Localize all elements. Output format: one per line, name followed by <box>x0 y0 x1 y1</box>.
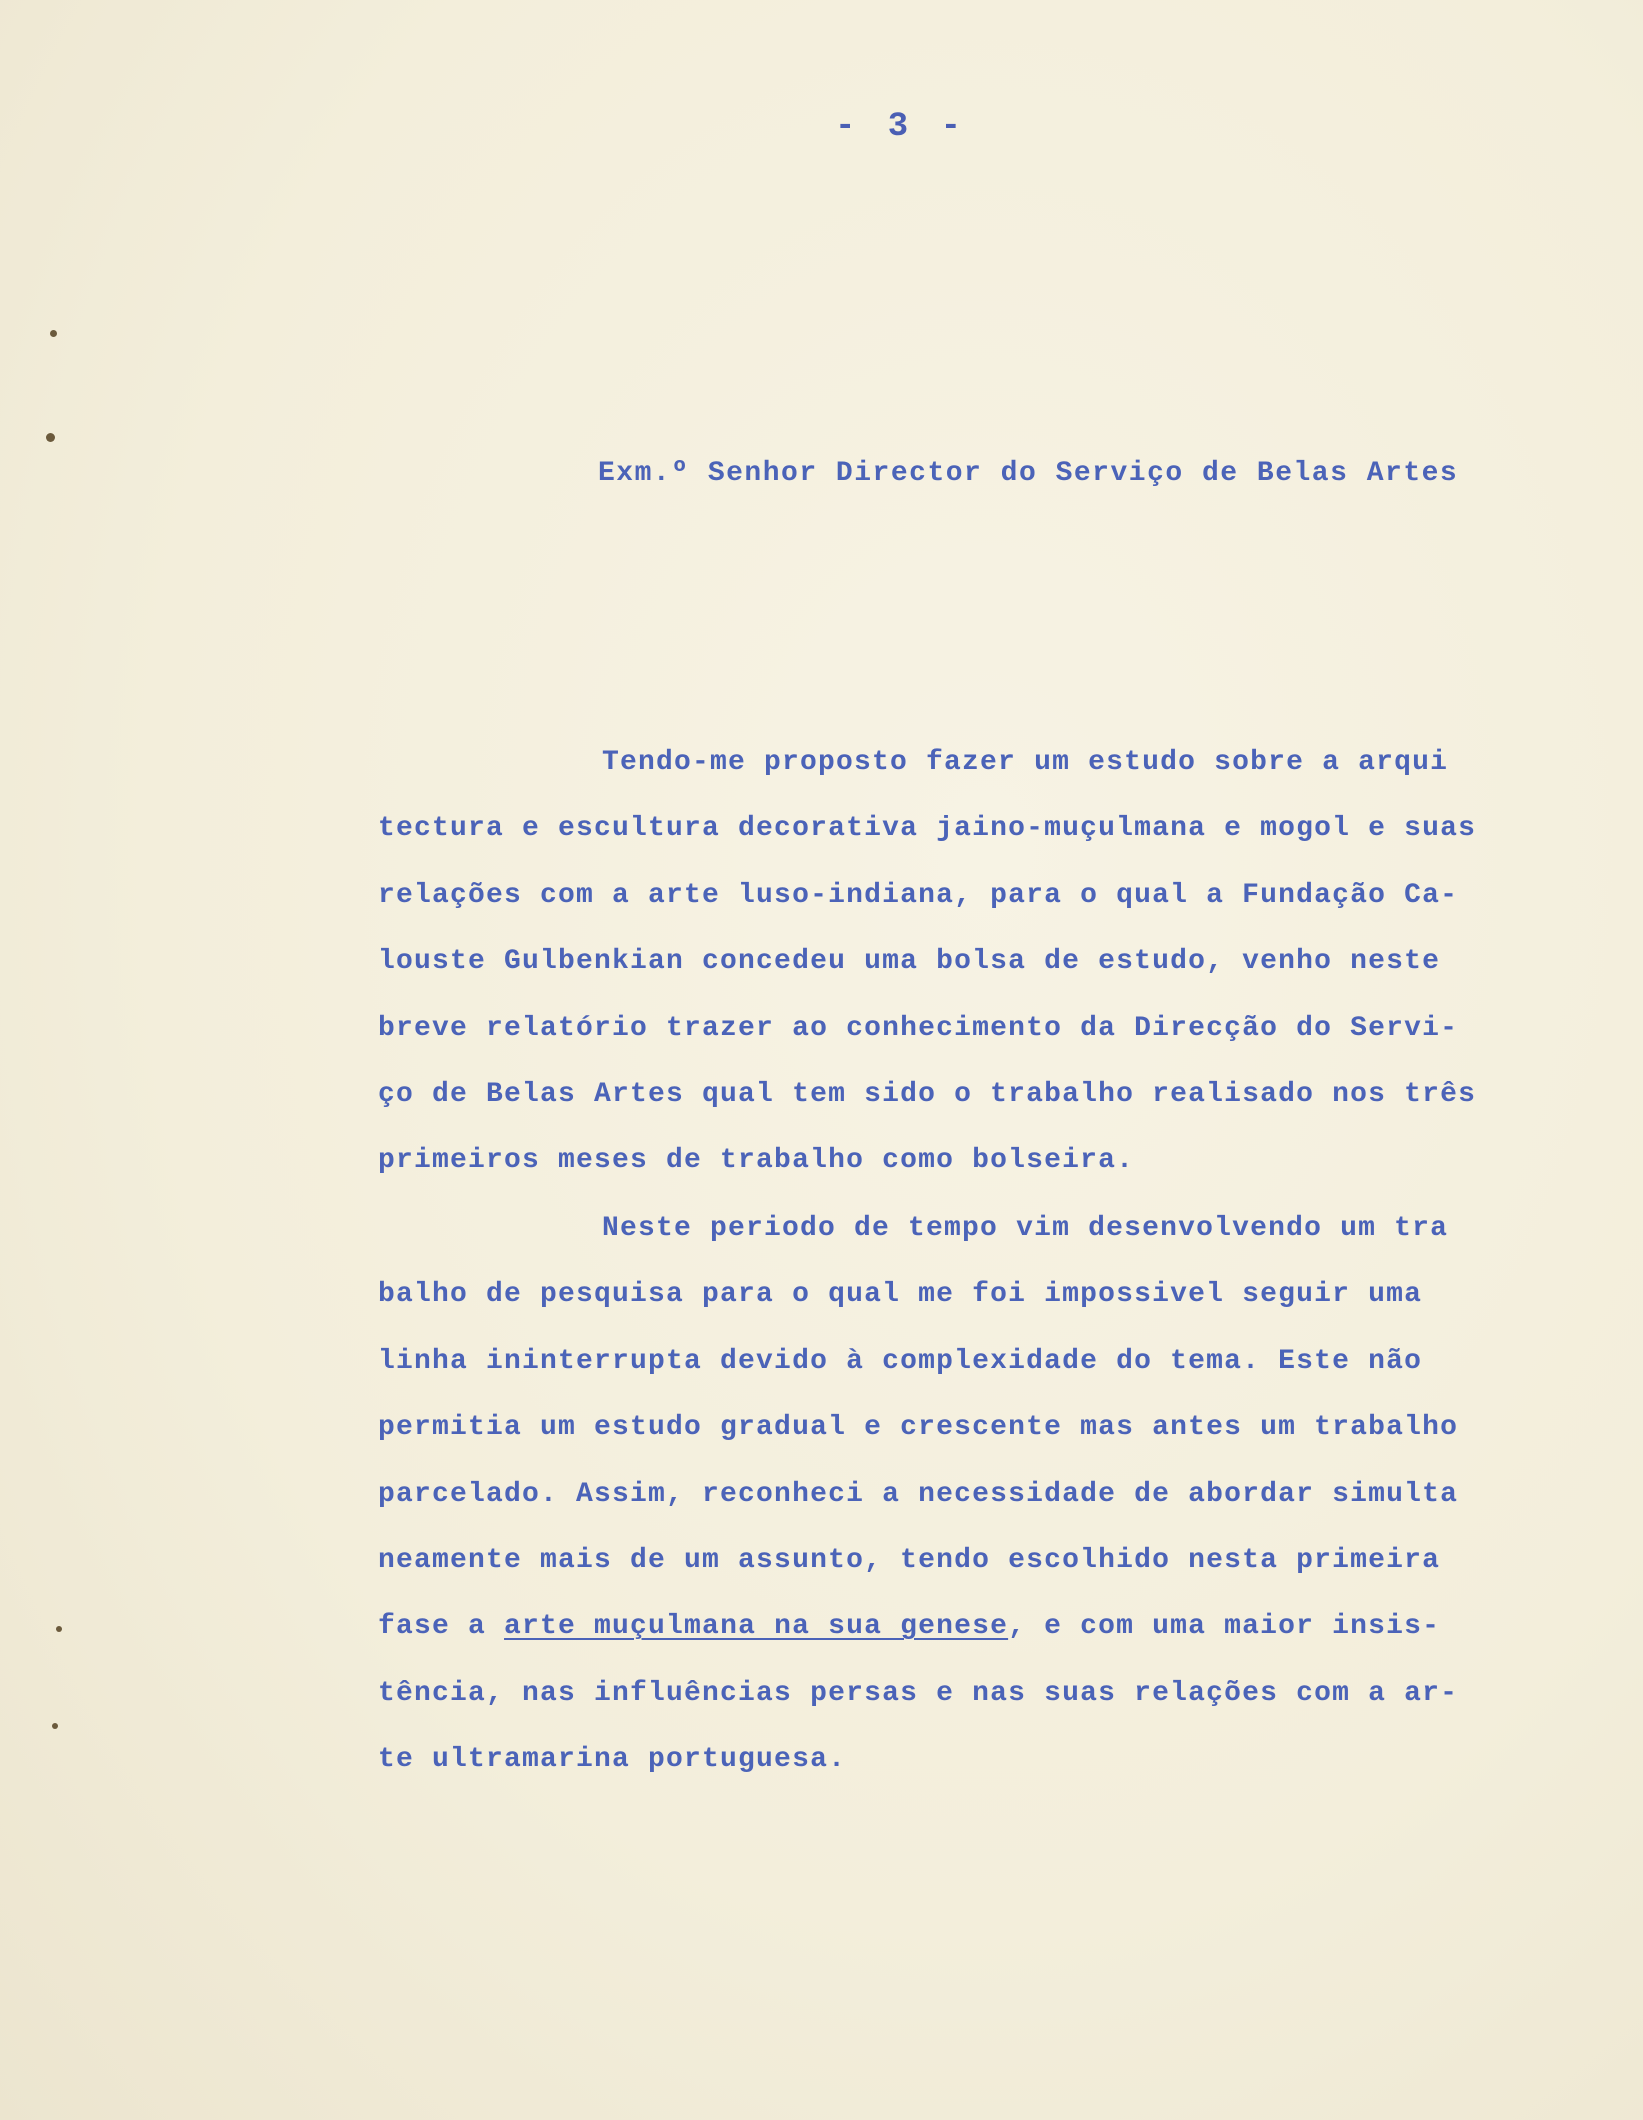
paragraph-line: te ultramarina portuguesa. <box>378 1744 847 1776</box>
line-text: , e com uma maior insis- <box>1008 1611 1441 1643</box>
paragraph-2 <box>378 1196 1459 1794</box>
paragraph-line: Neste periodo de tempo vim desenvolvendo um tra <box>602 1213 1449 1244</box>
paragraph-line: Tendo-me proposto fazer um estudo sobre a arqui <box>602 747 1449 778</box>
salutation: Exm.º Senhor Director do Serviço de Belas Artes <box>598 458 1459 489</box>
paragraph-line: linha ininterrupta devido à complexidade do tema. Este não <box>378 1345 1423 1377</box>
paragraph-line: neamente mais de um assunto, tendo escolhido nesta primeira <box>378 1544 1441 1576</box>
paragraph-line: ço de Belas Artes qual tem sido o trabalho realisado nos três <box>378 1078 1477 1110</box>
paragraph-line: parcelado. Assim, reconheci a necessidade de abordar simulta <box>378 1478 1459 1510</box>
paragraph-line: louste Gulbenkian concedeu uma bolsa de estudo, venho neste <box>378 946 1441 978</box>
paragraph-line: permitia um estudo gradual e crescente mas antes um trabalho <box>378 1412 1459 1444</box>
paragraph-line: primeiros meses de trabalho como bolseira. <box>378 1145 1135 1177</box>
underlined-phrase: arte muçulmana na sua genese <box>504 1611 1009 1643</box>
paragraph-1 <box>378 730 1477 1195</box>
paragraph-line: tectura e escultura decorativa jaino-muçulmana e mogol e suas <box>378 813 1477 845</box>
paragraph-line: breve relatório trazer ao conhecimento da Direcção do Servi- <box>378 1012 1459 1044</box>
paragraph-line: balho de pesquisa para o qual me foi impossivel seguir uma <box>378 1279 1423 1311</box>
paragraph-line: relações com a arte luso-indiana, para o qual a Fundação Ca- <box>378 879 1459 911</box>
paragraph-line <box>378 1594 1441 1660</box>
page-number: - 3 - <box>835 108 968 146</box>
line-text: fase a <box>378 1611 505 1643</box>
paragraph-line: tência, nas influências persas e nas suas relações com a ar- <box>378 1677 1459 1709</box>
